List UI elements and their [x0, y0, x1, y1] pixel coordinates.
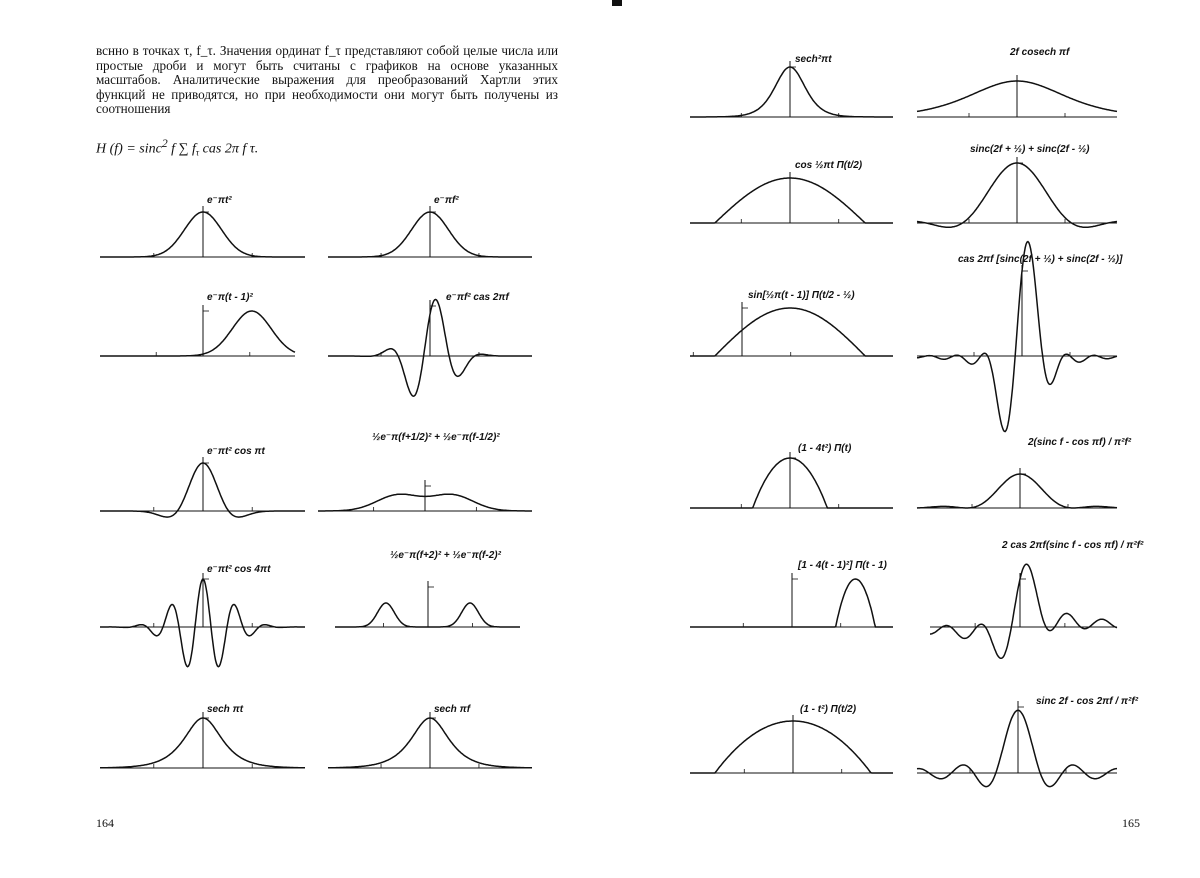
plot-curve	[100, 311, 295, 356]
plot-L1a	[100, 195, 305, 257]
plot-label: 2 cas 2πf(sinc f - cos πf) / π²f²	[1002, 540, 1144, 551]
plot-label: cas 2πf [sinc(2f + ½) + sinc(2f - ½)]	[958, 254, 1123, 265]
plot-R2b	[917, 144, 1117, 227]
plot-label: e⁻πt² cos 4πt	[207, 564, 271, 575]
plot-R5a	[690, 560, 893, 627]
plot-label: (1 - 4t²) Π(t)	[798, 443, 852, 454]
plot-label: sech πt	[207, 704, 244, 715]
plot-L3b	[318, 432, 532, 511]
plot-L5a	[100, 704, 305, 768]
formula-tail: cas 2π f τ.	[202, 141, 259, 157]
plot-label: [1 - 4(t - 1)²] Π(t - 1)	[798, 560, 887, 571]
body-paragraph: вснно в точках τ, f_τ. Значения ординат f_τ представляют собой целые числа или простые дроби и могут быть считаны с графиков на основе указанных масштабов. Аналитические выражения для преобразований Хартли этих функций не приводятся, но при необходимости они могут быть получены из соотношения	[96, 43, 558, 117]
plot-curve	[917, 242, 1117, 432]
plot-R6b	[917, 696, 1139, 787]
plot-label: 2(sinc f - cos πf) / π²f²	[1028, 437, 1132, 448]
plot-curve	[917, 474, 1117, 508]
plot-R4b	[917, 437, 1132, 508]
plot-curve	[917, 710, 1117, 786]
plot-curve	[690, 721, 893, 773]
plot-R4a	[690, 443, 893, 508]
plot-R1b	[917, 47, 1117, 117]
plot-L1b	[328, 195, 532, 257]
plot-curve	[690, 308, 893, 356]
plot-label: sin[½π(t - 1)] Π(t/2 - ½)	[748, 290, 855, 301]
plot-label: e⁻πt² cos πt	[207, 446, 265, 457]
plot-label: sech πf	[434, 704, 471, 715]
plot-R2a	[690, 160, 893, 223]
plot-label: sech²πt	[795, 54, 832, 65]
plot-R5b	[930, 540, 1144, 658]
plot-L4b	[335, 550, 520, 627]
plot-label: (1 - t²) Π(t/2)	[800, 704, 857, 715]
page-number-left: 164	[96, 816, 114, 830]
plot-label: cos ½πt Π(t/2)	[795, 160, 863, 171]
plot-curve	[930, 564, 1117, 658]
plot-curve	[690, 67, 893, 117]
plot-label: sinc(2f + ½) + sinc(2f - ½)	[970, 144, 1090, 155]
plot-R6a	[690, 704, 893, 773]
formula-lhs: H (f) = sinc	[96, 141, 162, 157]
formula-sub: τ	[195, 147, 200, 158]
plot-label: sinc 2f - cos 2πf / π²f²	[1036, 696, 1139, 707]
plot-curve	[690, 458, 893, 508]
plot-R3b	[917, 242, 1123, 432]
plot-L3a	[100, 446, 305, 517]
plot-label: e⁻πf² cas 2πf	[446, 292, 509, 303]
plot-L2a	[100, 292, 295, 356]
plot-label: 2f cosech πf	[1010, 47, 1070, 58]
plot-label: ½e⁻π(f+2)² + ½e⁻π(f-2)²	[390, 550, 501, 561]
formula-rhs: f ∑ f	[171, 141, 196, 157]
plot-L4a	[100, 564, 305, 667]
plot-R3a	[690, 290, 893, 356]
plot-R1a	[690, 54, 893, 117]
plot-label: e⁻πt²	[207, 195, 232, 206]
plot-label: e⁻πf²	[434, 195, 459, 206]
plot-label: ½e⁻π(f+1/2)² + ½e⁻π(f-1/2)²	[372, 432, 500, 443]
plot-L2b	[328, 292, 532, 396]
page-number-right: 165	[1122, 816, 1140, 830]
formula-sup: 2	[161, 137, 168, 150]
plot-curve	[690, 178, 893, 223]
plot-L5b	[328, 704, 532, 768]
plot-label: e⁻π(t - 1)²	[207, 292, 253, 303]
